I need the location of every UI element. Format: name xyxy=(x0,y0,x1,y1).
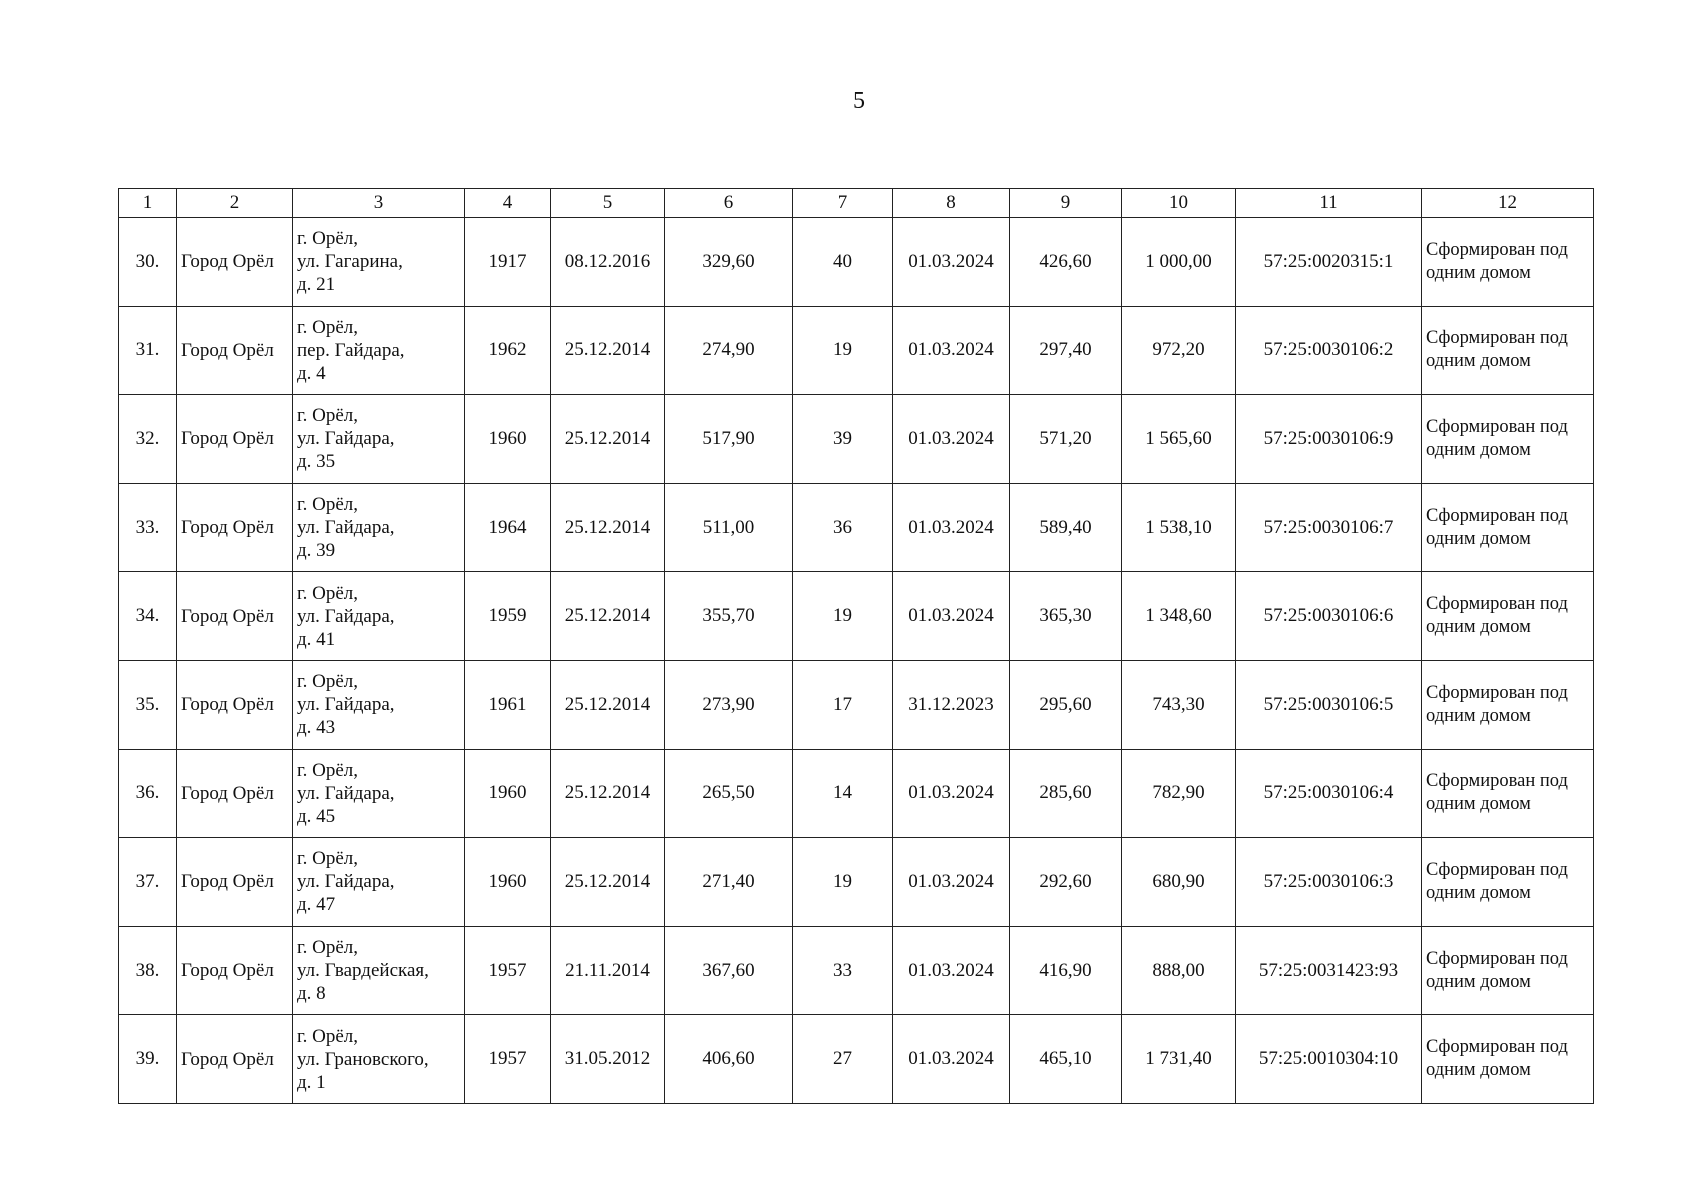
date-cell: 21.11.2014 xyxy=(551,926,665,1015)
date-cell: 25.12.2014 xyxy=(551,395,665,484)
address-cell-line: ул. Гайдара, xyxy=(297,694,395,716)
column-header: 4 xyxy=(465,189,551,218)
status-cell-line: одним домом xyxy=(1426,617,1531,638)
status-cell-line: одним домом xyxy=(1426,971,1531,992)
address-cell xyxy=(293,660,465,749)
table-body xyxy=(119,218,1594,1104)
registry-table xyxy=(118,188,1594,1104)
status-cell-line: одним домом xyxy=(1426,1060,1531,1081)
status-cell-line: одним домом xyxy=(1426,705,1531,726)
address-cell-line: д. 43 xyxy=(297,717,336,739)
row-number: 39. xyxy=(119,1015,177,1104)
date-cell: 01.03.2024 xyxy=(893,1015,1010,1104)
table-row xyxy=(119,660,1594,749)
address-cell xyxy=(293,749,465,838)
status-cell xyxy=(1422,483,1594,572)
status-cell xyxy=(1422,749,1594,838)
address-cell-line: д. 45 xyxy=(297,805,336,827)
column-header: 2 xyxy=(177,189,293,218)
address-cell-line: г. Орёл, xyxy=(297,494,359,516)
cadastral-number-cell: 57:25:0020315:1 xyxy=(1236,218,1422,307)
date-cell: 25.12.2014 xyxy=(551,572,665,661)
column-header: 1 xyxy=(119,189,177,218)
date-cell: 01.03.2024 xyxy=(893,218,1010,307)
land-area-cell: 680,90 xyxy=(1122,838,1236,927)
address-cell-line: г. Орёл, xyxy=(297,1025,359,1047)
status-cell-line: Сформирован под xyxy=(1426,416,1568,437)
status-cell xyxy=(1422,306,1594,395)
status-cell-line: одним домом xyxy=(1426,439,1531,460)
column-header: 7 xyxy=(793,189,893,218)
address-cell-line: г. Орёл, xyxy=(297,582,359,604)
date-cell: 01.03.2024 xyxy=(893,395,1010,484)
cadastral-number-cell: 57:25:0010304:10 xyxy=(1236,1015,1422,1104)
land-area-cell: 1 000,00 xyxy=(1122,218,1236,307)
address-cell xyxy=(293,1015,465,1104)
count-cell: 17 xyxy=(793,660,893,749)
row-number: 35. xyxy=(119,660,177,749)
area-cell: 273,90 xyxy=(665,660,793,749)
status-cell-line: Сформирован под xyxy=(1426,1037,1568,1058)
area-cell: 426,60 xyxy=(1010,218,1122,307)
address-cell-line: ул. Гайдара, xyxy=(297,428,395,450)
address-cell xyxy=(293,483,465,572)
cadastral-number-cell: 57:25:0031423:93 xyxy=(1236,926,1422,1015)
area-cell: 517,90 xyxy=(665,395,793,484)
area-cell: 285,60 xyxy=(1010,749,1122,838)
table-row xyxy=(119,572,1594,661)
status-cell xyxy=(1422,395,1594,484)
count-cell: 39 xyxy=(793,395,893,484)
count-cell: 19 xyxy=(793,306,893,395)
status-cell-line: Сформирован под xyxy=(1426,859,1568,880)
area-cell: 295,60 xyxy=(1010,660,1122,749)
address-cell-line: д. 39 xyxy=(297,540,336,562)
year-cell: 1957 xyxy=(465,926,551,1015)
area-cell: 367,60 xyxy=(665,926,793,1015)
status-cell-line: одним домом xyxy=(1426,528,1531,549)
row-number: 34. xyxy=(119,572,177,661)
address-cell-line: ул. Гайдара, xyxy=(297,605,395,627)
status-cell xyxy=(1422,572,1594,661)
area-cell: 589,40 xyxy=(1010,483,1122,572)
address-cell-line: г. Орёл, xyxy=(297,228,359,250)
table-header xyxy=(119,189,1594,218)
status-cell-line: Сформирован под xyxy=(1426,505,1568,526)
area-cell: 297,40 xyxy=(1010,306,1122,395)
municipality-cell: Город Орёл xyxy=(177,926,293,1015)
land-area-cell: 743,30 xyxy=(1122,660,1236,749)
year-cell: 1960 xyxy=(465,749,551,838)
header-row xyxy=(119,189,1594,218)
table-row xyxy=(119,483,1594,572)
land-area-cell: 1 565,60 xyxy=(1122,395,1236,484)
status-cell xyxy=(1422,1015,1594,1104)
address-cell-line: г. Орёл, xyxy=(297,848,359,870)
land-area-cell: 1 348,60 xyxy=(1122,572,1236,661)
table-row xyxy=(119,749,1594,838)
column-header: 11 xyxy=(1236,189,1422,218)
address-cell xyxy=(293,572,465,661)
land-area-cell: 1 538,10 xyxy=(1122,483,1236,572)
date-cell: 31.05.2012 xyxy=(551,1015,665,1104)
area-cell: 465,10 xyxy=(1010,1015,1122,1104)
address-cell-line: ул. Гагарина, xyxy=(297,251,403,273)
date-cell: 25.12.2014 xyxy=(551,749,665,838)
table-row xyxy=(119,926,1594,1015)
year-cell: 1962 xyxy=(465,306,551,395)
column-header: 3 xyxy=(293,189,465,218)
status-cell-line: Сформирован под xyxy=(1426,771,1568,792)
status-cell xyxy=(1422,926,1594,1015)
address-cell xyxy=(293,218,465,307)
date-cell: 01.03.2024 xyxy=(893,838,1010,927)
table-row xyxy=(119,395,1594,484)
area-cell: 274,90 xyxy=(665,306,793,395)
cadastral-number-cell: 57:25:0030106:5 xyxy=(1236,660,1422,749)
year-cell: 1917 xyxy=(465,218,551,307)
area-cell: 511,00 xyxy=(665,483,793,572)
address-cell-line: ул. Гвардейская, xyxy=(297,960,429,982)
land-area-cell: 782,90 xyxy=(1122,749,1236,838)
count-cell: 40 xyxy=(793,218,893,307)
address-cell-line: г. Орёл, xyxy=(297,759,359,781)
land-area-cell: 1 731,40 xyxy=(1122,1015,1236,1104)
cadastral-number-cell: 57:25:0030106:2 xyxy=(1236,306,1422,395)
address-cell-line: г. Орёл, xyxy=(297,671,359,693)
date-cell: 08.12.2016 xyxy=(551,218,665,307)
address-cell xyxy=(293,395,465,484)
column-header: 8 xyxy=(893,189,1010,218)
area-cell: 355,70 xyxy=(665,572,793,661)
land-area-cell: 972,20 xyxy=(1122,306,1236,395)
column-header: 6 xyxy=(665,189,793,218)
cadastral-number-cell: 57:25:0030106:7 xyxy=(1236,483,1422,572)
row-number: 31. xyxy=(119,306,177,395)
column-header: 9 xyxy=(1010,189,1122,218)
address-cell-line: ул. Гайдара, xyxy=(297,517,395,539)
status-cell-line: Сформирован под xyxy=(1426,328,1568,349)
count-cell: 14 xyxy=(793,749,893,838)
date-cell: 25.12.2014 xyxy=(551,660,665,749)
address-cell-line: д. 4 xyxy=(297,362,326,384)
address-cell-line: д. 35 xyxy=(297,451,336,473)
municipality-cell: Город Орёл xyxy=(177,660,293,749)
area-cell: 406,60 xyxy=(665,1015,793,1104)
status-cell-line: одним домом xyxy=(1426,794,1531,815)
municipality-cell: Город Орёл xyxy=(177,1015,293,1104)
status-cell-line: одним домом xyxy=(1426,351,1531,372)
column-header: 12 xyxy=(1422,189,1594,218)
municipality-cell: Город Орёл xyxy=(177,572,293,661)
address-cell xyxy=(293,926,465,1015)
area-cell: 329,60 xyxy=(665,218,793,307)
date-cell: 01.03.2024 xyxy=(893,749,1010,838)
cadastral-number-cell: 57:25:0030106:3 xyxy=(1236,838,1422,927)
date-cell: 01.03.2024 xyxy=(893,926,1010,1015)
row-number: 33. xyxy=(119,483,177,572)
land-area-cell: 888,00 xyxy=(1122,926,1236,1015)
status-cell-line: Сформирован под xyxy=(1426,948,1568,969)
area-cell: 292,60 xyxy=(1010,838,1122,927)
count-cell: 27 xyxy=(793,1015,893,1104)
municipality-cell: Город Орёл xyxy=(177,838,293,927)
status-cell-line: Сформирован под xyxy=(1426,239,1568,260)
year-cell: 1959 xyxy=(465,572,551,661)
area-cell: 571,20 xyxy=(1010,395,1122,484)
area-cell: 416,90 xyxy=(1010,926,1122,1015)
cadastral-number-cell: 57:25:0030106:4 xyxy=(1236,749,1422,838)
date-cell: 31.12.2023 xyxy=(893,660,1010,749)
table-row xyxy=(119,1015,1594,1104)
date-cell: 25.12.2014 xyxy=(551,306,665,395)
date-cell: 25.12.2014 xyxy=(551,483,665,572)
municipality-cell: Город Орёл xyxy=(177,218,293,307)
address-cell-line: д. 8 xyxy=(297,983,326,1005)
address-cell-line: г. Орёл, xyxy=(297,405,359,427)
status-cell-line: Сформирован под xyxy=(1426,682,1568,703)
year-cell: 1960 xyxy=(465,395,551,484)
row-number: 38. xyxy=(119,926,177,1015)
address-cell-line: д. 21 xyxy=(297,274,336,296)
date-cell: 01.03.2024 xyxy=(893,483,1010,572)
address-cell-line: г. Орёл, xyxy=(297,937,359,959)
year-cell: 1961 xyxy=(465,660,551,749)
page-number: 5 xyxy=(853,88,865,114)
municipality-cell: Город Орёл xyxy=(177,483,293,572)
cadastral-number-cell: 57:25:0030106:6 xyxy=(1236,572,1422,661)
count-cell: 36 xyxy=(793,483,893,572)
address-cell-line: г. Орёл, xyxy=(297,316,359,338)
table-row xyxy=(119,838,1594,927)
address-cell-line: ул. Грановского, xyxy=(297,1048,429,1070)
table-row xyxy=(119,218,1594,307)
row-number: 37. xyxy=(119,838,177,927)
table-row xyxy=(119,306,1594,395)
municipality-cell: Город Орёл xyxy=(177,395,293,484)
address-cell-line: ул. Гайдара, xyxy=(297,782,395,804)
count-cell: 19 xyxy=(793,572,893,661)
address-cell-line: пер. Гайдара, xyxy=(297,339,405,361)
column-header: 10 xyxy=(1122,189,1236,218)
address-cell-line: д. 47 xyxy=(297,894,336,916)
count-cell: 33 xyxy=(793,926,893,1015)
address-cell xyxy=(293,838,465,927)
address-cell-line: ул. Гайдара, xyxy=(297,871,395,893)
date-cell: 25.12.2014 xyxy=(551,838,665,927)
status-cell-line: одним домом xyxy=(1426,262,1531,283)
year-cell: 1964 xyxy=(465,483,551,572)
status-cell xyxy=(1422,218,1594,307)
municipality-cell: Город Орёл xyxy=(177,306,293,395)
status-cell xyxy=(1422,660,1594,749)
area-cell: 265,50 xyxy=(665,749,793,838)
status-cell xyxy=(1422,838,1594,927)
row-number: 30. xyxy=(119,218,177,307)
date-cell: 01.03.2024 xyxy=(893,572,1010,661)
municipality-cell: Город Орёл xyxy=(177,749,293,838)
row-number: 36. xyxy=(119,749,177,838)
year-cell: 1960 xyxy=(465,838,551,927)
date-cell: 01.03.2024 xyxy=(893,306,1010,395)
row-number: 32. xyxy=(119,395,177,484)
status-cell-line: Сформирован под xyxy=(1426,594,1568,615)
column-header: 5 xyxy=(551,189,665,218)
status-cell-line: одним домом xyxy=(1426,882,1531,903)
area-cell: 365,30 xyxy=(1010,572,1122,661)
cadastral-number-cell: 57:25:0030106:9 xyxy=(1236,395,1422,484)
year-cell: 1957 xyxy=(465,1015,551,1104)
address-cell-line: д. 41 xyxy=(297,628,336,650)
area-cell: 271,40 xyxy=(665,838,793,927)
address-cell-line: д. 1 xyxy=(297,1071,326,1093)
address-cell xyxy=(293,306,465,395)
count-cell: 19 xyxy=(793,838,893,927)
